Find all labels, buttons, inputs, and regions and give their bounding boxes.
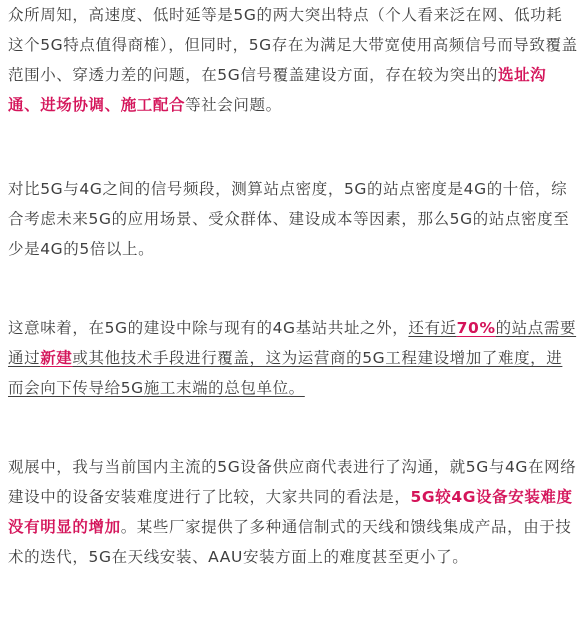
paragraph-4-text: 观展中，我与当前国内主流的5G设备供应商代表进行了沟通，就5G与4G在网络建设中的设备安装难度进行了比较，大家共同的看法是， bbox=[8, 458, 577, 506]
underlined-text-2: 的站点需要通过 bbox=[8, 319, 577, 367]
highlight-70-percent: 70% bbox=[456, 319, 496, 337]
underlined-text-1: 还有近 bbox=[408, 319, 457, 337]
paragraph-1-text: 众所周知，高速度、低时延等是5G的两大突出特点（个人看来泛在网、低功耗这个5G特点值得商榷），但同时，5G存在为满足大带宽使用高频信号而导致覆盖范围小、穿透力差的问题，在5G信号覆盖建设方面，存在较为突出的 bbox=[8, 6, 578, 84]
paragraph-2-text: 对比5G与4G之间的信号频段，测算站点密度，5G的站点密度是4G的十倍，综合考虑未来5G的应用场景、受众群体、建设成本等因素，那么5G的站点密度至少是4G的5倍以上。 bbox=[8, 180, 570, 258]
highlight-social-issues: 选址沟通、进场协调、施工配合 bbox=[8, 66, 547, 114]
paragraph-3-text: 这意味着，在5G的建设中除与现有的4G基站共址之外， bbox=[8, 319, 409, 337]
paragraph-1 bbox=[8, 0, 578, 120]
paragraph-4 bbox=[8, 452, 578, 572]
paragraph-2 bbox=[8, 174, 578, 264]
highlight-install-difficulty: 5G较4G设备安装难度没有明显的增加 bbox=[8, 488, 573, 536]
paragraph-4-tail: 。某些厂家提供了多种通信制式的天线和馈线集成产品，由于技术的迭代，5G在天线安装、AAU安装方面上的难度甚至更小了。 bbox=[8, 518, 572, 566]
underlined-text-3: 或其他技术手段进行覆盖，这为运营商的5G工程建设增加了难度，进而会向下传导给5G施工末端的总包单位。 bbox=[8, 349, 563, 397]
highlight-new-build: 新建 bbox=[40, 349, 73, 367]
paragraph-3 bbox=[8, 313, 578, 403]
paragraph-1-tail: 等社会问题。 bbox=[185, 96, 282, 114]
